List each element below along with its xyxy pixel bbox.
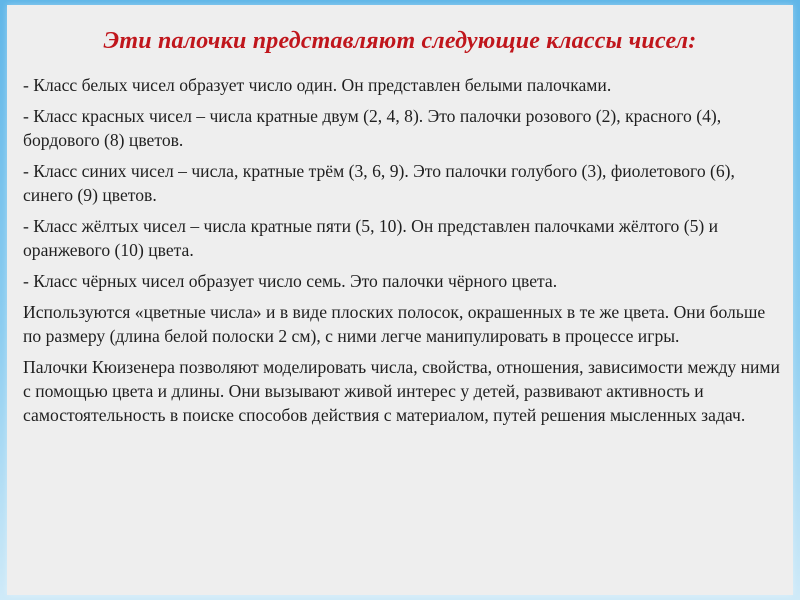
paragraph-white-class: - Класс белых чисел образует число один. Он представлен белыми палочками. <box>23 75 612 95</box>
paragraph-red-class: - Класс красных чисел – числа кратные двум (2, 4, 8). Это палочки розового (2), красного (4), бордового (8) цветов. <box>23 106 722 150</box>
paragraph-yellow-class: - Класс жёлтых чисел – числа кратные пяти (5, 10). Он представлен палочками жёлтого (5) и оранжевого (10) цвета. <box>23 216 719 260</box>
slide <box>7 5 793 595</box>
paragraph-black-class: - Класс чёрных чисел образует число семь. Это палочки чёрного цвета. <box>23 271 558 291</box>
slide-title: Эти палочки представляют следующие классы чисел: <box>103 28 697 54</box>
paragraph-color-strips: Используются «цветные числа» и в виде плоских полосок, окрашенных в те же цвета. Они больше по размеру (длина белой полоски 2 см), с ними легче манипулировать в процессе игры. <box>23 302 766 346</box>
slide-body <box>23 73 783 434</box>
paragraph-blue-class: - Класс синих чисел – числа, кратные трём (3, 6, 9). Это палочки голубого (3), фиолетового (6), синего (9) цветов. <box>23 161 735 205</box>
paragraph-cuisenaire-summary: Палочки Кюизенера позволяют моделировать числа, свойства, отношения, зависимости между ними с помощью цвета и длины. Они вызывают живой интерес у детей, развивают активность и самостоятельность в поиске способов действия с материалом, путей решения мысленных задач. <box>23 357 780 425</box>
